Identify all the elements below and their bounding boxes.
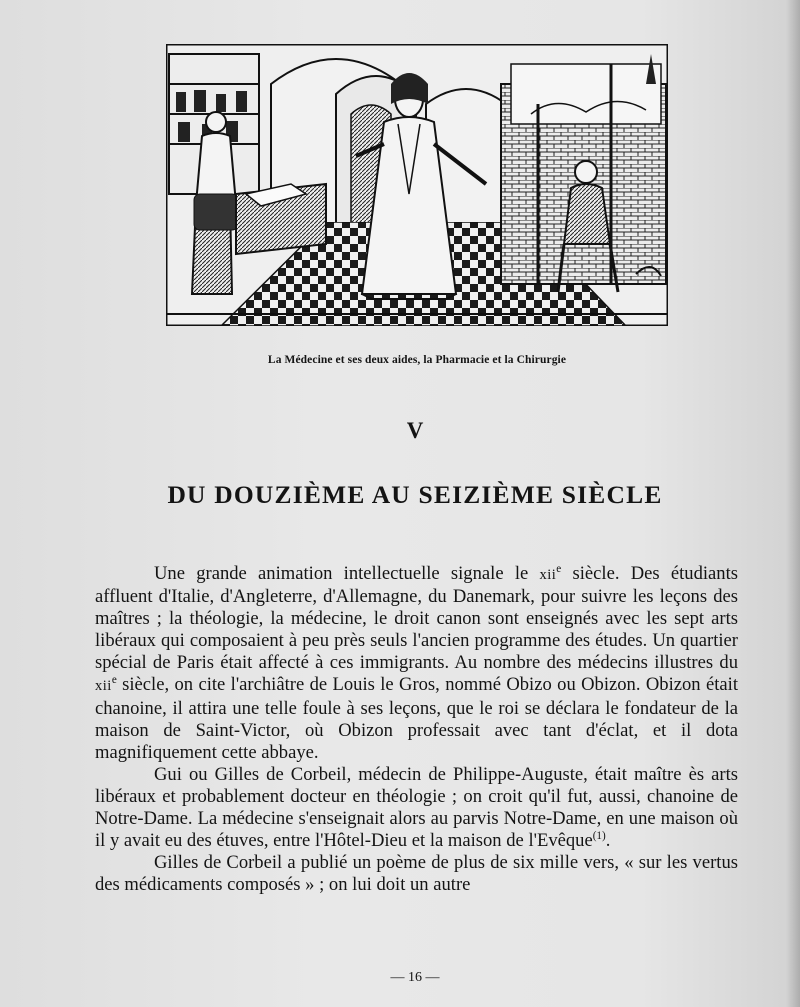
paragraph-text: Gilles de Corbeil a publié un poème de plus de six mille vers, « sur les vertus des médicaments composés » ; on lui doit un autre xyxy=(95,852,738,896)
woodcut-illustration xyxy=(166,44,668,326)
century-numeral: xii xyxy=(539,567,557,583)
chapter-number: V xyxy=(406,418,424,443)
century-numeral: xii xyxy=(95,678,112,695)
body-text xyxy=(95,563,738,896)
page-number: — 16 — xyxy=(390,970,440,985)
paragraph-text: siècle, on cite l'archiâtre de Louis le Gros, nommé Obizo ou Obizon. Obizon était chanoine, il attira une telle foule à ses leçons, que le roi se déclara le fondateur de la maison de Saint-Victor, où Obizon professait avec tant d'éclat, et il dota magnifiquement cette abbaye. xyxy=(95,674,738,763)
paragraph-text: . xyxy=(605,830,611,852)
footnote-reference: (1) xyxy=(592,829,606,842)
paragraph xyxy=(95,852,738,896)
paragraph-text: Une grande animation intellectuelle signale le xyxy=(154,563,540,584)
paragraph xyxy=(95,563,738,764)
figure-caption: La Médecine et ses deux aides, la Pharmacie et la Chirurgie xyxy=(267,354,567,366)
paragraph-text: siècle. Des étudiants affluent d'Italie, d'Angleterre, d'Allemagne, du Danemark, pour suivre les leçons des maîtres ; la théologie, la médecine, le droit canon sont enseignés avec les sept arts libéraux qui composaient à peu près seuls l'ancien programme des études. Un quartier spécial de Paris était affecté à ces immigrants. Au nombre des médecins illustres du xyxy=(95,563,738,674)
paragraph xyxy=(95,764,738,852)
chapter-title: DU DOUZIÈME AU SEIZIÈME SIÈCLE xyxy=(167,480,663,509)
superscript: e xyxy=(556,562,562,575)
paragraph-text: Gui ou Gilles de Corbeil, médecin de Philippe-Auguste, était maître ès arts libéraux et probablement docteur en théologie ; on croit qu'il fut, aussi, chanoine de Notre-Dame. La médecine s'enseignait alors au parvis Notre-Dame, en une maison où il y avait eu des étuves, entre l'Hôtel-Dieu et la maison de l'Evêque xyxy=(95,763,738,852)
superscript: e xyxy=(111,674,117,687)
